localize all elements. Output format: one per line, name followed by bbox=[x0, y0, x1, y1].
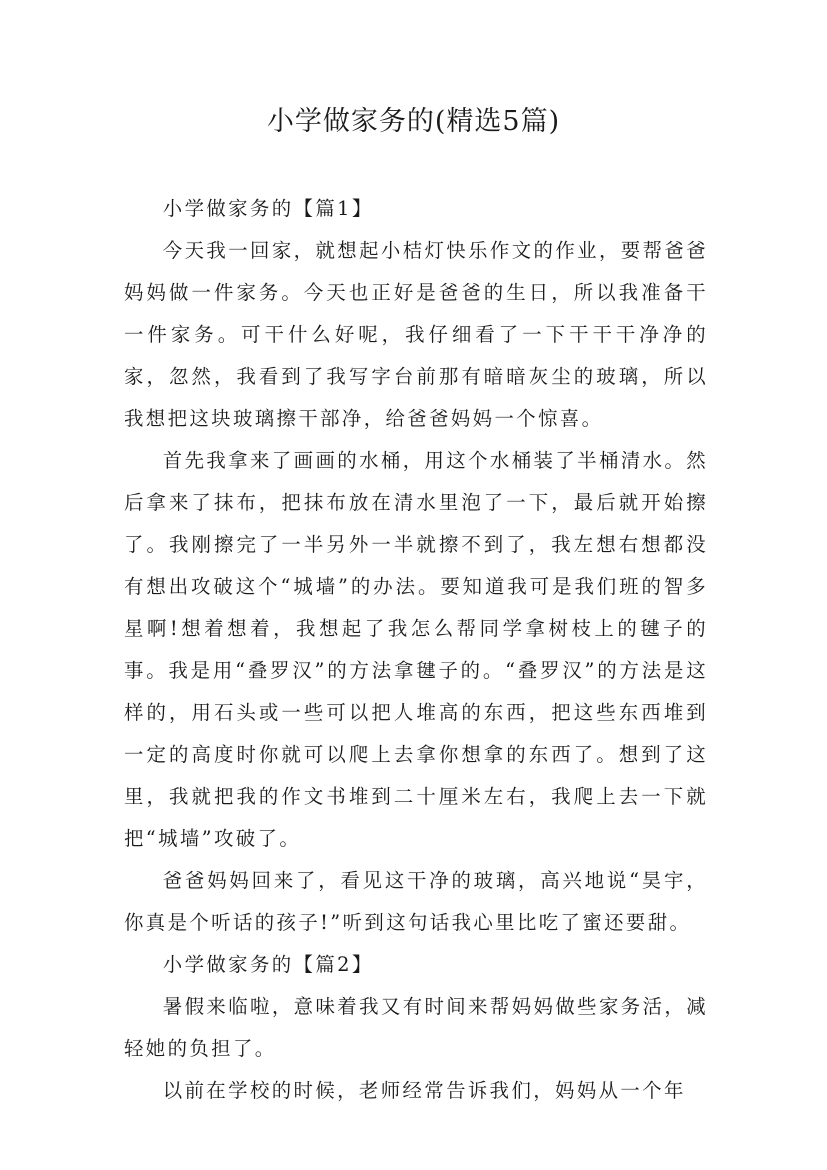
section-heading-2: 小学做家务的【篇2】 bbox=[162, 953, 374, 976]
document-body bbox=[124, 188, 708, 1112]
paragraph: 首先我拿来了画画的水桶，用这个水桶装了半桶清水。然后拿来了抹布，把抹布放在清水里泡了一下，最后就开始擦了。我刚擦完了一半另外一半就擦不到了，我左想右想都没有想出攻破这个“城墙”的办法。要知道我可是我们班的智多星啊!想着想着，我想起了我怎么帮同学拿树枝上的毽子的事。我是用“叠罗汉”的方法拿毽子的。“叠罗汉”的方法是这样的，用石头或一些可以把人堆高的东西，把这些东西堆到一定的高度时你就可以爬上去拿你想拿的东西了。想到了这里，我就把我的作文书堆到二十厘米左右，我爬上去一下就把“城墙”攻破了。 bbox=[124, 449, 708, 850]
paragraph: 爸爸妈妈回来了，看见这干净的玻璃，高兴地说“昊宇，你真是个听话的孩子!”听到这句话我心里比吃了蜜还要甜。 bbox=[124, 869, 708, 934]
paragraph: 以前在学校的时候，老师经常告诉我们，妈妈从一个年 bbox=[162, 1079, 686, 1102]
paragraph: 暑假来临啦，意味着我又有时间来帮妈妈做些家务活，减轻她的负担了。 bbox=[124, 995, 708, 1060]
paragraph: 今天我一回家，就想起小桔灯快乐作文的作业，要帮爸爸妈妈做一件家务。今天也正好是爸爸的生日，所以我准备干一件家务。可干什么好呢，我仔细看了一下干干干净净的家，忽然，我看到了我写字台前那有暗暗灰尘的玻璃，所以我想把这块玻璃擦干部净，给爸爸妈妈一个惊喜。 bbox=[124, 239, 708, 430]
document-title: 小学做家务的(精选5篇) bbox=[266, 106, 561, 137]
section-heading-1: 小学做家务的【篇1】 bbox=[162, 197, 374, 220]
